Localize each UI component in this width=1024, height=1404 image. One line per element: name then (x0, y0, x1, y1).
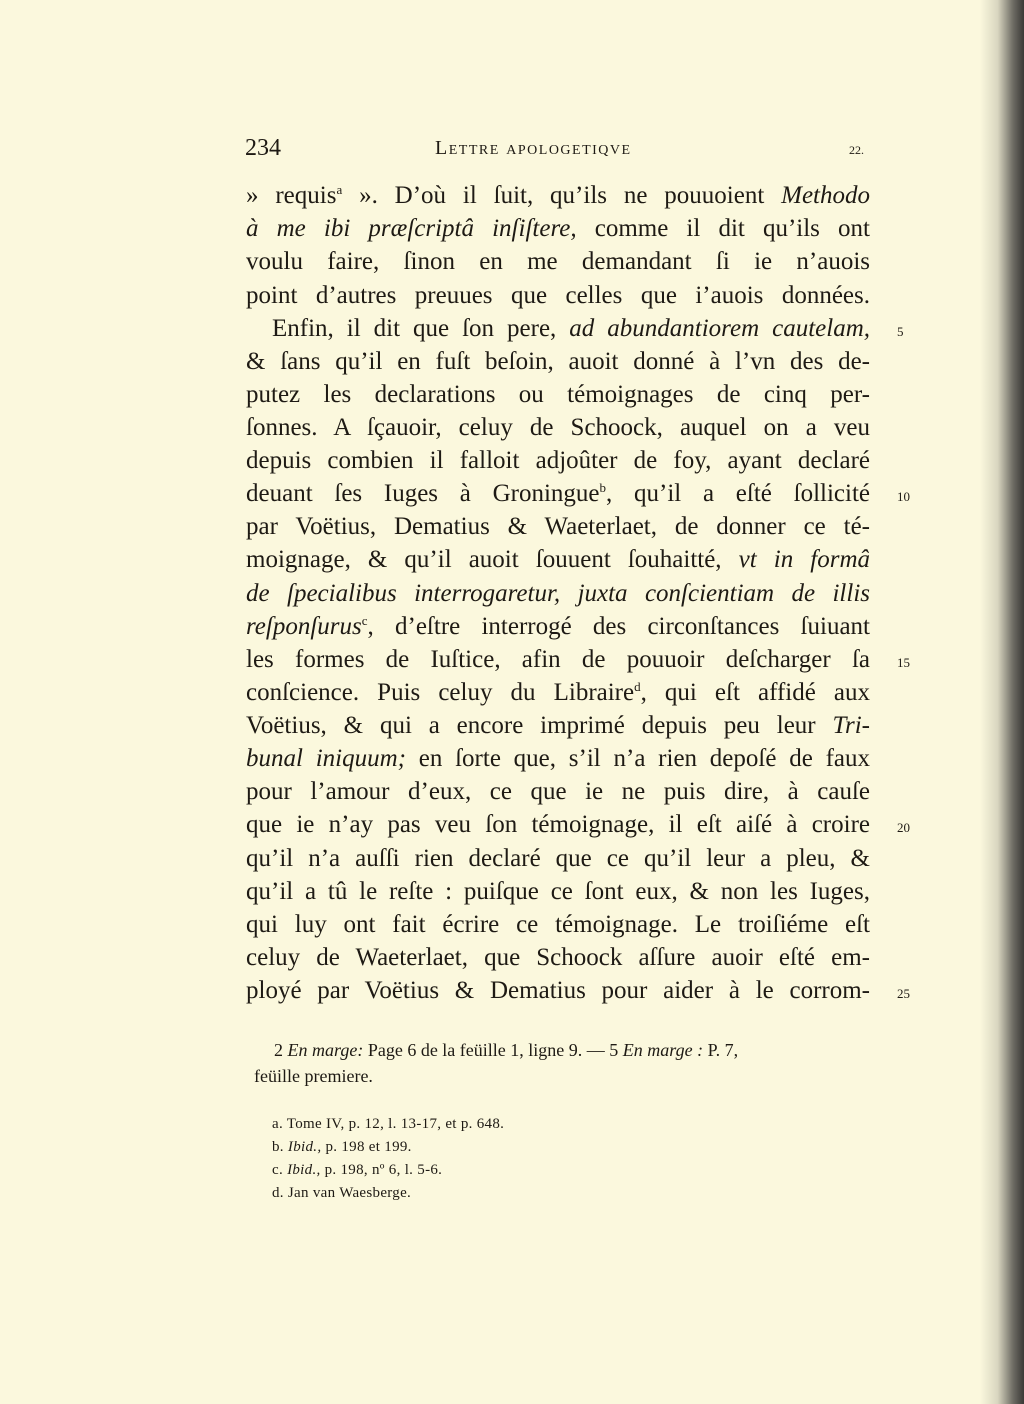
text-line: à me ibi præſcriptâ inſiſtere, comme il dit qu’ils ont (246, 215, 870, 242)
marginal-note-line: 2 En marge: Page 6 de la feüille 1, ligne 9. — 5 En marge : P. 7, (274, 1040, 739, 1060)
text-line: reſponſurus$^c$, d’eſtre interrogé des circonſtances ſuiuant (246, 613, 870, 640)
running-header (245, 135, 868, 165)
footnote-c: c. Ibid., p. 198, nº 6, l. 5-6. (272, 1162, 443, 1178)
footnote-a: a. Tome IV, p. 12, l. 13-17, et p. 648. (272, 1116, 505, 1132)
text-line: qu’il a tû le reſte : puiſque ce ſont eux, & non les Iuges, (246, 878, 870, 905)
marginal-note-line: feüille premiere. (254, 1066, 373, 1086)
text-line: que ie n’ay pas veu ſon témoignage, il eſt aiſé à croire (246, 811, 870, 838)
text-line: pour l’amour d’eux, ce que ie ne puis dire, à cauſe (246, 778, 870, 805)
page-number: 234 (245, 135, 281, 161)
text-line: celuy de Waeterlaet, que Schoock aſſure auoir eſté em- (246, 944, 870, 971)
text-line: ſonnes. A ſçauoir, celuy de Schoock, auquel on a veu (246, 414, 870, 441)
text-line: moignage, & qu’il auoit ſouuent ſouhaitté, vt in formâ (246, 546, 871, 573)
text-line: voulu faire, ſinon en me demandant ſi ie n’auois (246, 248, 870, 275)
text-line: putez les declarations ou témoignages de cinq per- (246, 381, 870, 408)
text-line: Enfin, il dit que ſon pere, ad abundantiorem cautelam, (272, 315, 870, 342)
running-title: Lettre apologetiqve (435, 137, 632, 159)
text-line: conſcience. Puis celuy du Libraire$^d$, qui eſt affidé aux (246, 679, 870, 706)
text-line: depuis combien il falloit adjoûter de foy, ayant declaré (246, 447, 870, 474)
text-line: point d’autres preuues que celles que i’auois données. (246, 282, 870, 309)
line-number: 25 (897, 986, 910, 1001)
text-line: ployé par Voëtius & Dematius pour aider à le corrom- (246, 977, 870, 1004)
text-line: les formes de Iuſtice, afin de pouuoir deſcharger ſa (246, 646, 870, 673)
text-line: Voëtius, & qui a encore imprimé depuis peu leur Tri- (246, 712, 870, 739)
text-line: par Voëtius, Dematius & Waeterlaet, de donner ce té- (246, 513, 870, 540)
line-number: 15 (897, 655, 910, 670)
footnote-b: b. Ibid., p. 198 et 199. (272, 1139, 412, 1155)
text-line: deuant ſes Iuges à Groningue$^b$, qu’il a eſté ſollicité (246, 480, 870, 507)
text-line: & ſans qu’il en fuſt beſoin, auoit donné à l’vn des de- (246, 348, 870, 375)
line-number: 20 (897, 820, 910, 835)
text-line: bunal iniquum; en ſorte que, s’il n’a rien depoſé de faux (246, 745, 870, 772)
line-number: 5 (897, 324, 904, 339)
line-number: 10 (897, 489, 910, 504)
text-line: qu’il n’a auſſi rien declaré que ce qu’il leur a pleu, & (246, 845, 870, 872)
footnote-d: d. Jan van Waesberge. (272, 1185, 412, 1201)
page-edge-shadow (980, 0, 1024, 1404)
text-line: de ſpecialibus interrogaretur, juxta conſcientiam de illis (246, 580, 870, 607)
signature-mark: 22. (849, 143, 864, 157)
text-line: qui luy ont fait écrire ce témoignage. Le troiſiéme eſt (246, 911, 870, 938)
text-line: » requis$^a$ ». D’où il ſuit, qu’ils ne pouuoient Methodo (246, 182, 870, 209)
